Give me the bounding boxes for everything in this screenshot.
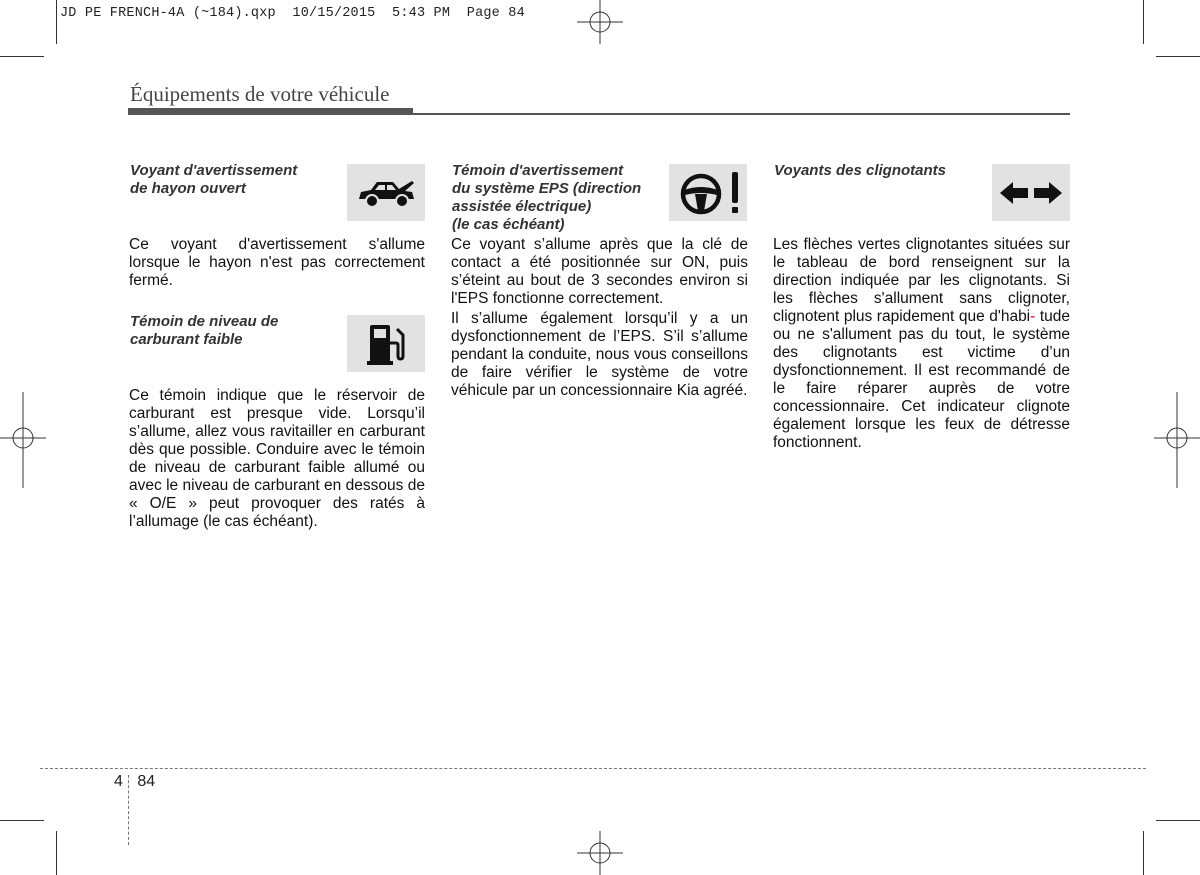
turn-signal-body	[773, 236, 1070, 452]
title-rule	[413, 113, 1070, 115]
turn-signal-body-part1: Les flèches vertes clignotantes situées sur le tableau de bord renseignent sur la direction indiquée par les clignotants. Si les flèches s'allument sans clignoter, clignotent plus rapidement que d'habi	[773, 236, 1070, 325]
crop-mark	[56, 831, 57, 875]
crop-mark	[1156, 56, 1200, 57]
print-slug: JD PE FRENCH-4A (~184).qxp 10/15/2015 5:43 PM Page 84	[60, 6, 525, 21]
registration-mark-left	[0, 392, 46, 488]
registration-mark-top	[577, 0, 623, 44]
hyphen-mark: -	[1030, 308, 1036, 325]
crop-mark	[1143, 0, 1144, 44]
fuel-pump-icon	[347, 315, 425, 372]
registration-mark-right	[1154, 392, 1200, 488]
trunk-warning-body: Ce voyant d'avertissement s'allume lorsque le hayon n'est pas correctement fermé.	[129, 236, 425, 289]
eps-warning-body: Ce voyant s’allume après que la clé de contact a été positionnée sur ON, puis s’éteint au bout de 3 secondes environ si l'EPS fonctionne correctement. Il s’allume également lorsqu’il y a un dysfonctionnement de l’EPS. S’il s’allume pendant la conduite, nous vous conseillons de faire vérifier le système de votre véhicule par un concessionnaire Kia agréé.	[451, 236, 748, 399]
crop-mark	[0, 820, 44, 821]
fuel-warning-body: Ce témoin indique que le réservoir de carburant est presque vide. Lorsqu’il s’allume, allez vous ravitailler en carburant dès que possible. Conduire avec le témoin de niveau de carburant faible allumé ou avec le niveau de carburant en dessous de « O/E » peut provoquer des ratés à l’allumage (le cas échéant).	[129, 387, 425, 530]
crop-mark	[56, 0, 57, 44]
crop-mark	[1143, 831, 1144, 875]
steering-wheel-warning-icon	[669, 164, 747, 221]
crop-mark	[0, 56, 44, 57]
open-trunk-car-icon	[347, 164, 425, 221]
chapter-number: 4	[114, 773, 123, 790]
turn-signal-arrows-icon	[992, 164, 1070, 221]
page-number-value: 84	[137, 773, 156, 790]
footer-rule	[40, 768, 1146, 769]
turn-signal-heading: Voyants des clignotants	[774, 162, 946, 179]
title-rule	[128, 108, 413, 115]
eps-warning-heading: Témoin d'avertissement du système EPS (direction assistée électrique) (le cas échéant)	[452, 162, 642, 233]
fuel-warning-heading: Témoin de niveau de carburant faible	[130, 313, 279, 348]
page-number	[114, 773, 155, 791]
section-title: Équipements de votre véhicule	[130, 82, 390, 106]
turn-signal-body-part2: tude ou ne s'allument pas du tout, le système des clignotants est victime d’un dysfonctionnement. Il est recommandé de le faire réparer auprès de votre concessionnaire. Cet indicateur clignote également lorsque les feux de détresse fonctionnent.	[773, 308, 1070, 451]
crop-mark	[1156, 820, 1200, 821]
registration-mark-bottom	[577, 831, 623, 875]
trunk-warning-heading: Voyant d'avertissement de hayon ouvert	[130, 162, 298, 197]
